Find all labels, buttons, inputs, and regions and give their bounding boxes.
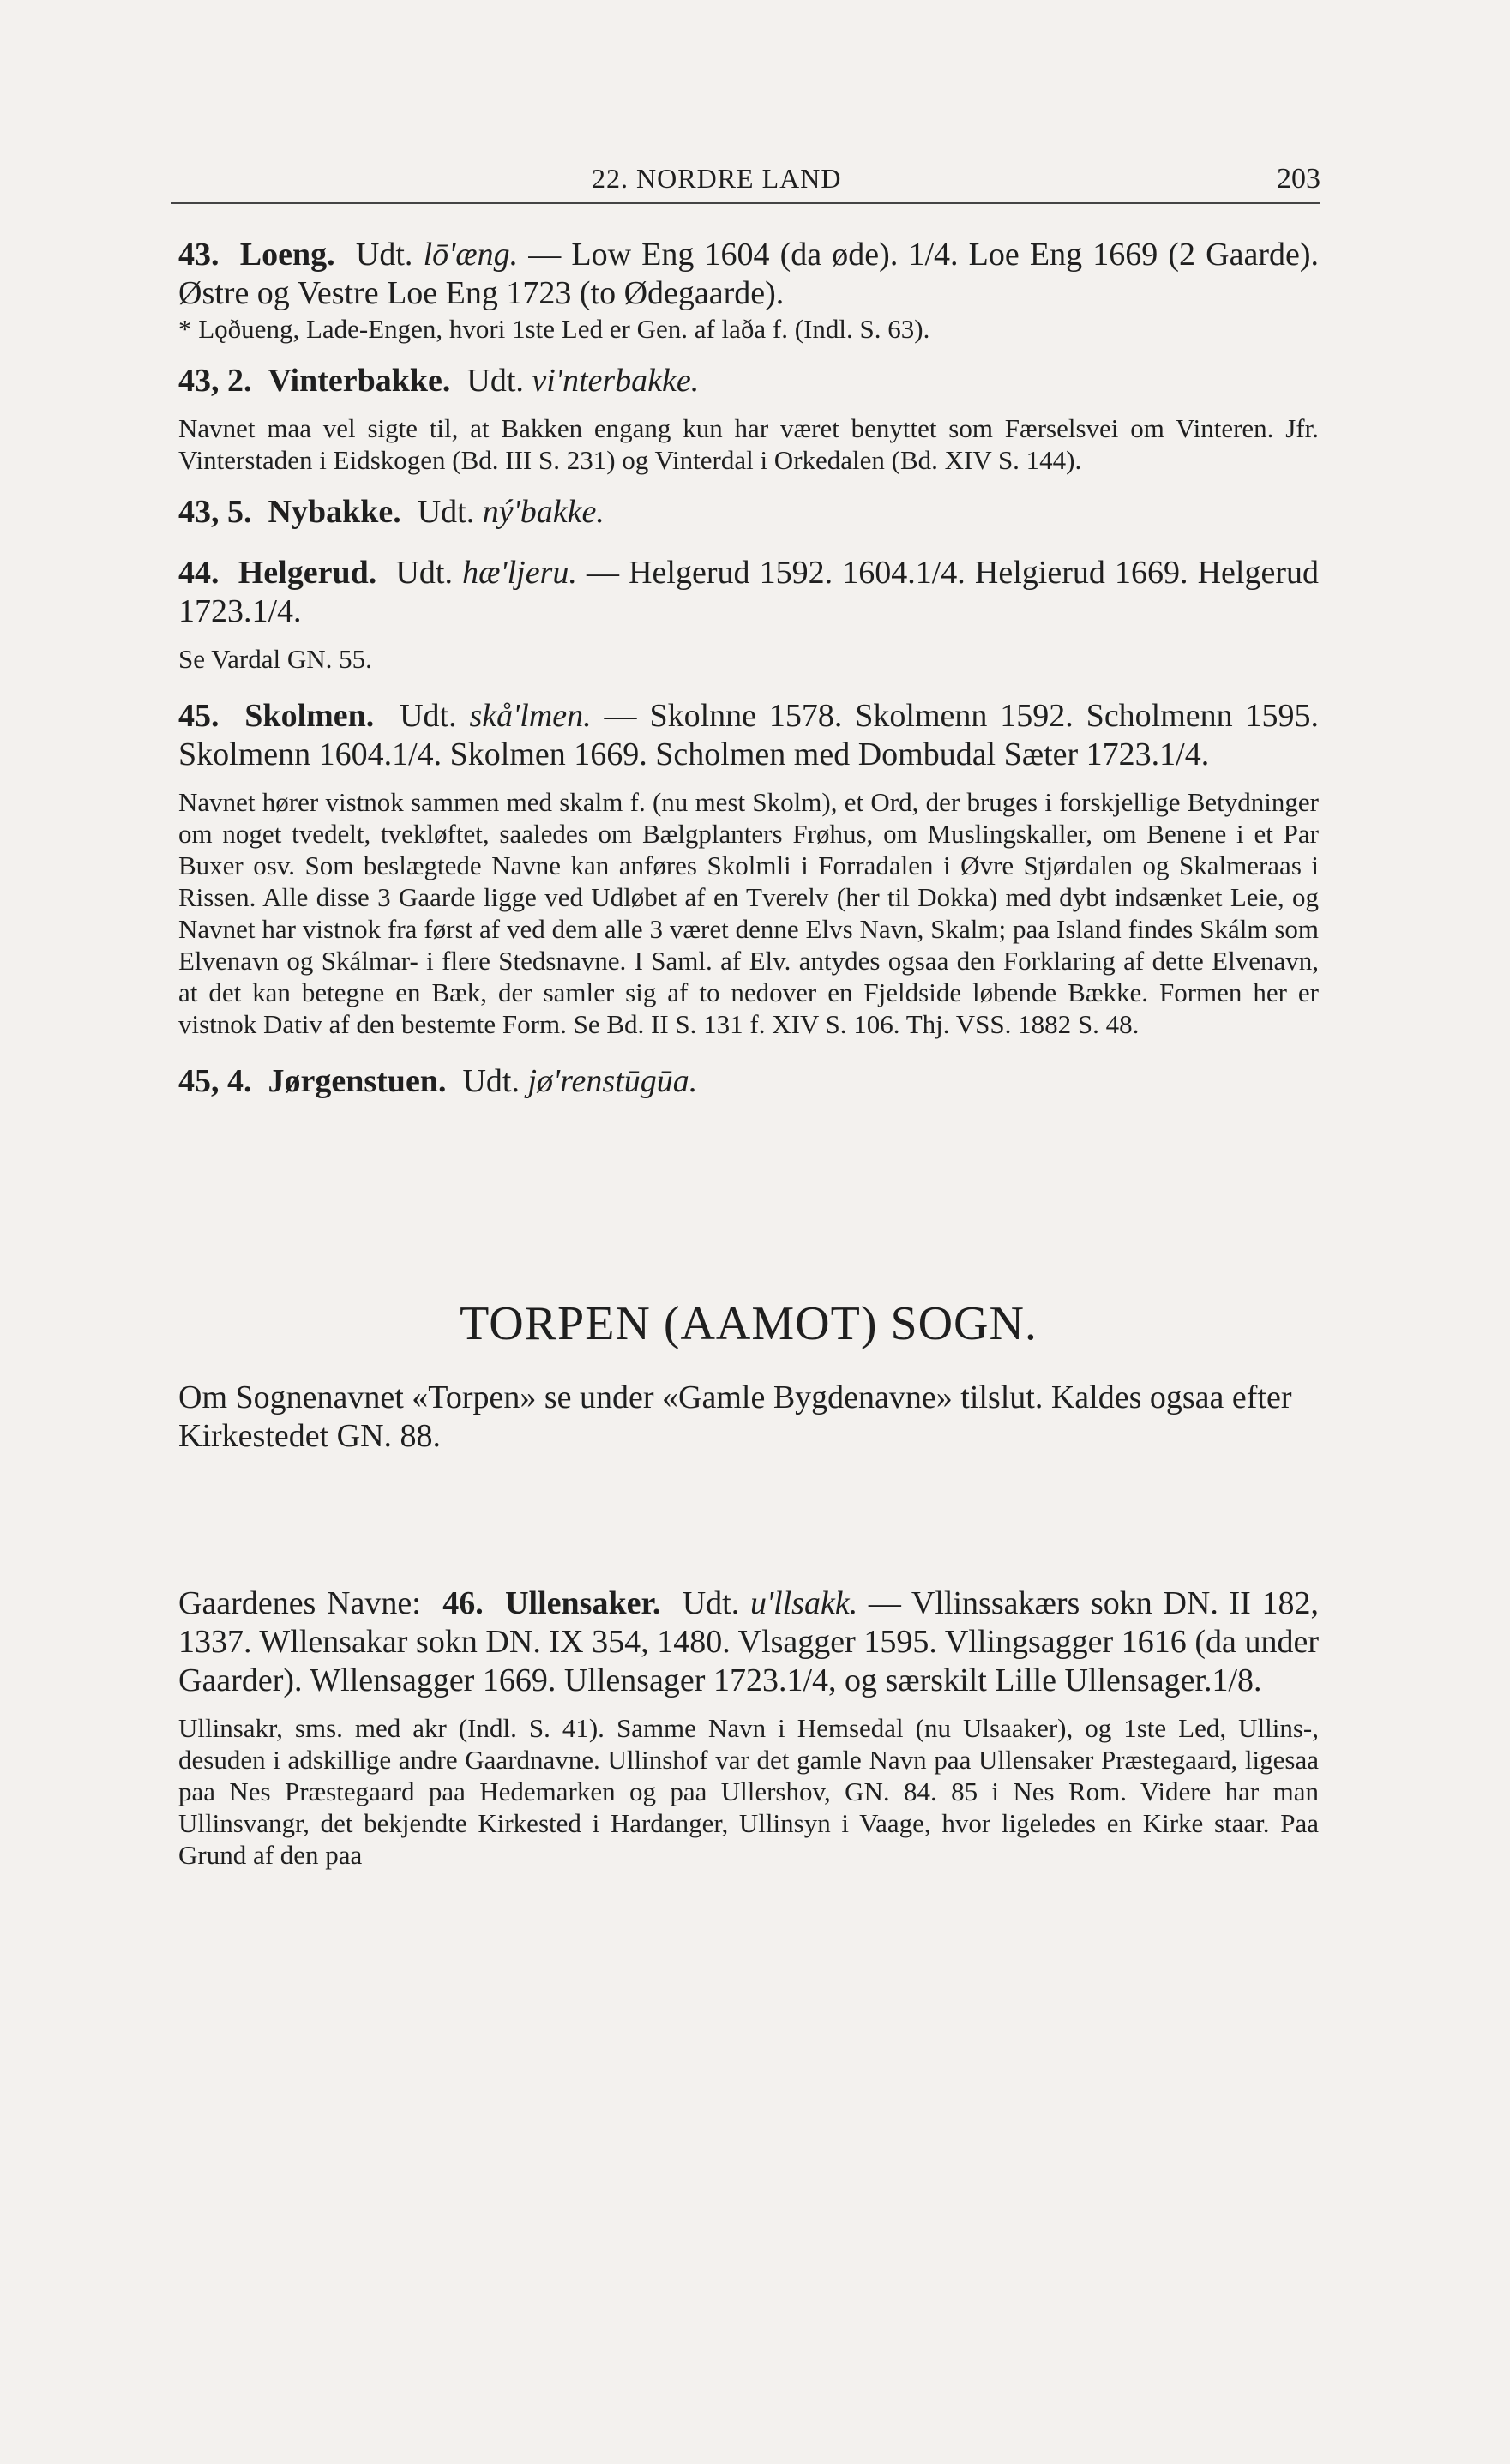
entry-name: Helgerud. <box>238 555 377 591</box>
pronunciation: jø'renstūgūa. <box>527 1063 698 1099</box>
pronunciation: lō'æng. <box>423 237 519 273</box>
entry-number: 44. <box>178 555 220 591</box>
udt-label: Udt. <box>400 698 457 734</box>
udt-label: Udt. <box>466 363 524 399</box>
entry-46-note: Ullinsakr, sms. med akr (Indl. S. 41). Samme Navn i Hemsedal (nu Ulsaaker), og 1ste Led, Ullins-, desuden i adskillige andre Gaardnavne. Ullinshof var det gamle Navn paa Ullensaker Præstegaard, ligesaa paa Nes Præstegaard paa Hedemarken og paa Ullershov, GN. 84. 85 i Nes Rom. Videre har man Ullinsvangr, det bekjendte Kirkested i Hardanger, Ullinsyn i Vaage, hvor ligeledes en Kirke staar. Paa Grund af den paa <box>178 1713 1319 1870</box>
gaard-lead: Gaardenes Navne: <box>178 1585 421 1621</box>
pronunciation: hæ'ljeru. <box>462 555 577 591</box>
entry-43-line <box>178 236 1319 313</box>
udt-label: Udt. <box>462 1063 520 1099</box>
entry-name: Skolmen. <box>244 698 375 734</box>
entry-43-2-line <box>178 362 1319 400</box>
entry-forms: — Helgerud 1592. 1604.1/4. Helgierud 1669. Helgerud 1723.1/4. <box>178 555 1320 629</box>
entry-43-2-note: Navnet maa vel sigte til, at Bakken engang kun har været benyttet som Færselsvei om Vinteren. Jfr. Vinterstaden i Eidskogen (Bd. III S. 231) og Vinterdal i Orkedalen (Bd. XIV S. 144). <box>178 413 1319 475</box>
udt-label: Udt. <box>417 494 475 530</box>
entry-name: Jørgenstuen. <box>268 1063 447 1099</box>
entry-number: 43. <box>178 237 220 273</box>
entry-number: 43, 5. <box>178 494 252 530</box>
pronunciation: ný'bakke. <box>482 494 605 530</box>
entry-45-line <box>178 697 1319 774</box>
udt-label: Udt. <box>682 1585 740 1621</box>
entry-45-note: Navnet hører vistnok sammen med skalm f. (nu mest Skolm), et Ord, der bruges i forskjellige Betydninger om noget tvedelt, tvekløftet, saaledes om Bælgplanters Frøhus, om Muslingskaller, om Benene i et Par Buxer osv. Som beslægtede Navne kan anføres Skolmli i Forradalen i Øvre Stjørdalen og Skalmeraas i Rissen. Alle disse 3 Gaarde ligge ved Udløbet af en Tverelv (her til Dokka) med dybt indsænket Leie, og Navnet har vistnok fra først af ved dem alle 3 været denne Elvs Navn, Skalm; paa Island findes Skálm som Elvenavn og Skálmar- i flere Stedsnavne. I Saml. af Elv. antydes ogsaa den Forklaring af dette Elvenavn, at det kan betegne en Bæk, der samler sig af to nedover en Fjeldside løbende Bække. Formen her er vistnok Dativ af den bestemte Form. Se Bd. II S. 131 f. XIV S. 106. Thj. VSS. 1882 S. 48. <box>178 787 1319 1039</box>
entry-forms: — Low Eng 1604 (da øde). 1/4. Loe Eng 1669 (2 Gaarde). Østre og Vestre Loe Eng 1723 (to Ødegaarde). <box>178 237 1320 311</box>
page-body <box>178 236 1319 1871</box>
entry-46-line <box>178 1584 1319 1700</box>
header-rule <box>171 202 1320 204</box>
entry-name: Loeng. <box>239 237 335 273</box>
entry-name: Nybakke. <box>268 494 401 530</box>
entry-number: 45. <box>178 698 220 734</box>
entry-forms: — Vllinssakærs sokn DN. II 182, 1337. Wllensakar sokn DN. IX 354, 1480. Vlsagger 1595. Vllingsagger 1616 (da under Gaarder). Wllensagger 1669. Ullensager 1723.1/4, og særskilt Lille Ullensager.1/8. <box>178 1585 1320 1698</box>
pronunciation: u'llsakk. <box>749 1585 858 1621</box>
entry-forms: — Skolnne 1578. Skolmenn 1592. Scholmenn 1595. Skolmenn 1604.1/4. Skolmen 1669. Scholmen med Dombudal Sæter 1723.1/4. <box>178 698 1320 772</box>
udt-label: Udt. <box>355 237 413 273</box>
entry-number: 46. <box>442 1585 484 1621</box>
header-title: 22. NORDRE LAND <box>592 163 842 194</box>
entry-name: Vinterbakke. <box>268 363 451 399</box>
pronunciation: skå'lmen. <box>469 698 592 734</box>
entry-44-note: Se Vardal GN. 55. <box>178 644 372 674</box>
entry-44-line <box>178 554 1319 631</box>
page-number: 203 <box>1277 163 1320 195</box>
pronunciation: vi'nterbakke. <box>532 363 700 399</box>
entry-name: Ullensaker. <box>505 1585 661 1621</box>
section-intro: Om Sognenavnet «Torpen» se under «Gamle Bygdenavne» tilslut. Kaldes ogsaa efter Kirkestedet GN. 88. <box>178 1379 1292 1454</box>
section-title: TORPEN (AAMOT) SOGN. <box>460 1297 1038 1350</box>
running-header <box>171 163 1320 204</box>
entry-number: 45, 4. <box>178 1063 252 1099</box>
entry-number: 43, 2. <box>178 363 252 399</box>
udt-label: Udt. <box>395 555 453 591</box>
entry-45-4-line <box>178 1062 1319 1101</box>
entry-43-5-line <box>178 493 1319 532</box>
entry-43-note: * Lǫðueng, Lade-Engen, hvori 1ste Led er Gen. af laða f. (Indl. S. 63). <box>178 314 930 344</box>
